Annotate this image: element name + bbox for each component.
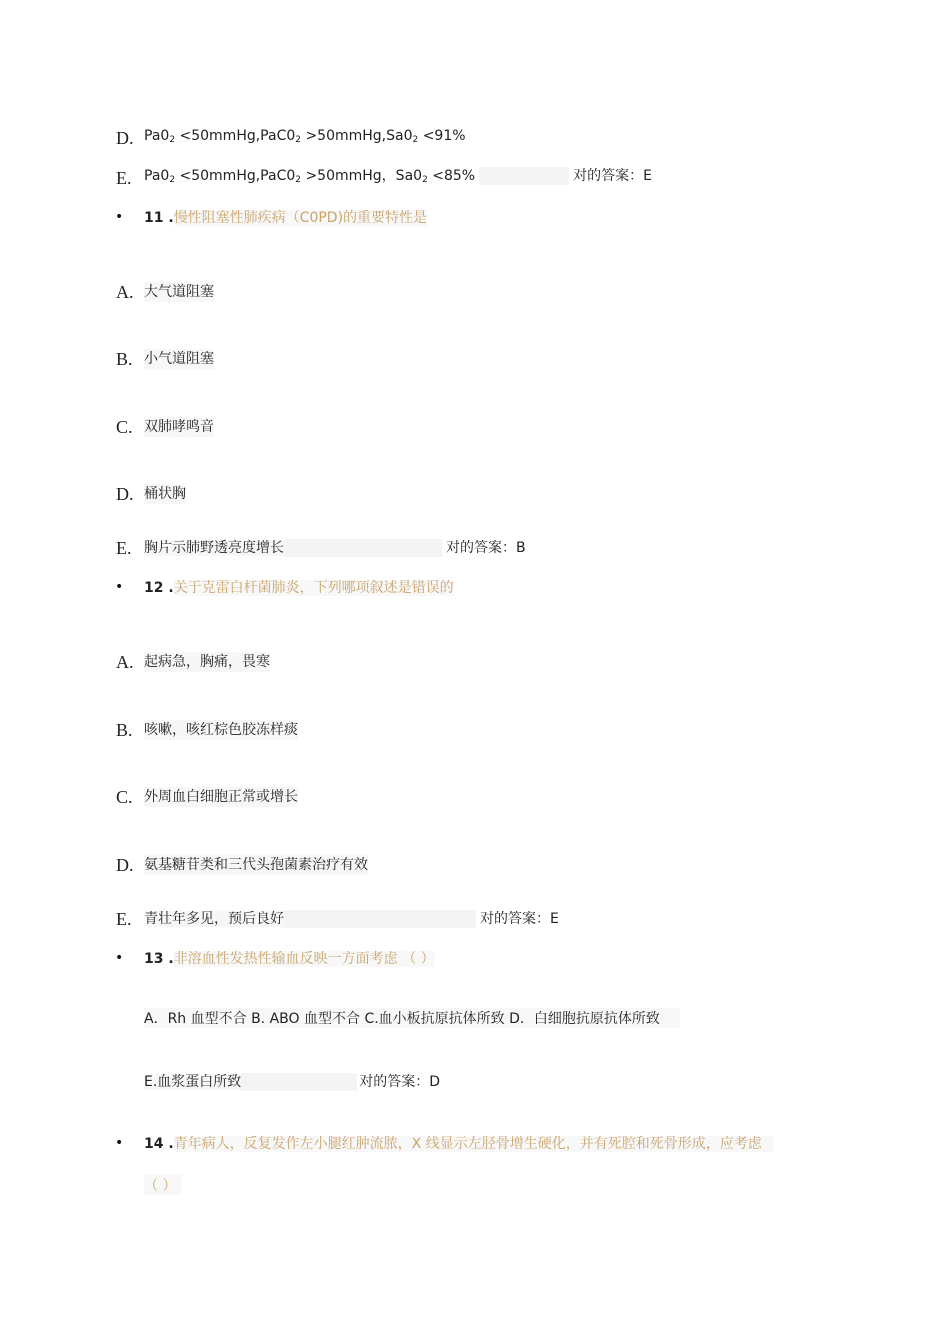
option-letter: D. [116, 854, 134, 875]
option-text: 咳嗽，咳红棕色胶冻样痰 [144, 722, 298, 738]
option-letter: A. [116, 651, 134, 672]
answer-parentheses: （ ） [144, 1175, 182, 1195]
question-text: 青年病人，反复发作左小腿红肿流脓，X 线显示左胫骨增生硬化，并有死腔和死骨形成，应考虑 [174, 1136, 774, 1152]
bullet: • [115, 209, 124, 225]
option-text: $Pa0_2$ $<50mmHg,PaC0_2$ >50mmHg，$Sa0_2 <85\%$ 对的答案：E [144, 168, 652, 185]
answer-text: 对的答案：E [573, 168, 652, 184]
option-letter: E. [116, 167, 132, 188]
option-letter: E. [116, 908, 132, 929]
option-letter: E. [116, 537, 132, 558]
option-text: 小气道阻塞 [144, 351, 214, 367]
option-text: E.血浆蛋白所致 对的答案：D [144, 1074, 441, 1090]
option-letter: B. [116, 719, 133, 740]
answer-text: 对的答案：B [446, 540, 526, 556]
answer-blank [284, 539, 442, 557]
bullet: • [115, 579, 124, 595]
option-text: 外周血白细胞正常或增长 [144, 789, 298, 805]
option-letter: C. [116, 416, 133, 437]
answer-blank [479, 167, 569, 185]
option-letter: A. [116, 281, 134, 302]
question-text: 关于克雷白杆菌肺炎，下列哪项叙述是错误的 [173, 580, 454, 596]
answer-text: 对的答案：E [480, 911, 559, 927]
option-text: 起病急，胸痛，畏寒 [144, 654, 270, 670]
options-text: A．Rh 血型不合 B. ABO 血型不合 C.血小板抗原抗体所致 D．白细胞抗原抗体所致 [144, 1008, 680, 1028]
option-text: 氨基糖苷类和三代头孢菌素治疗有效 [144, 857, 368, 873]
question-number: 11 .慢性阻塞性肺疾病（C0PD)的重要特性是 [144, 210, 428, 226]
option-text: 双肺哮鸣音 [144, 419, 214, 435]
option-letter: D. [116, 483, 134, 504]
answer-text: 对的答案：D [359, 1074, 441, 1090]
option-letter: B. [116, 348, 133, 369]
option-text: 大气道阻塞 [144, 284, 214, 300]
bullet: • [115, 950, 124, 966]
option-text: 桶状胸 [144, 486, 186, 502]
question-text: 非溶血性发热性输血反映一方面考虑 （ ） [173, 951, 435, 967]
question-number: 13 .非溶血性发热性输血反映一方面考虑 （ ） [144, 951, 435, 967]
answer-blank [284, 910, 476, 928]
question-number: 12 .关于克雷白杆菌肺炎，下列哪项叙述是错误的 [144, 580, 454, 596]
option-text: $Pa0_2$ $<50mmHg,PaC0_2$ $>50mmHg,Sa0_2 <91\%$ [144, 128, 466, 145]
question-text: 慢性阻塞性肺疾病（C0PD)的重要特性是 [173, 210, 428, 226]
option-letter: C. [116, 786, 133, 807]
bullet: • [115, 1135, 124, 1151]
question-number: 14 .青年病人，反复发作左小腿红肿流脓，X 线显示左胫骨增生硬化，并有死腔和死骨形成，应考虑 [144, 1133, 774, 1153]
option-text: 胸片示肺野透亮度增长 对的答案：B [144, 540, 526, 556]
answer-blank [241, 1073, 357, 1091]
option-text: 青壮年多见，预后良好 对的答案：E [144, 911, 559, 927]
option-letter: D. [116, 127, 134, 148]
